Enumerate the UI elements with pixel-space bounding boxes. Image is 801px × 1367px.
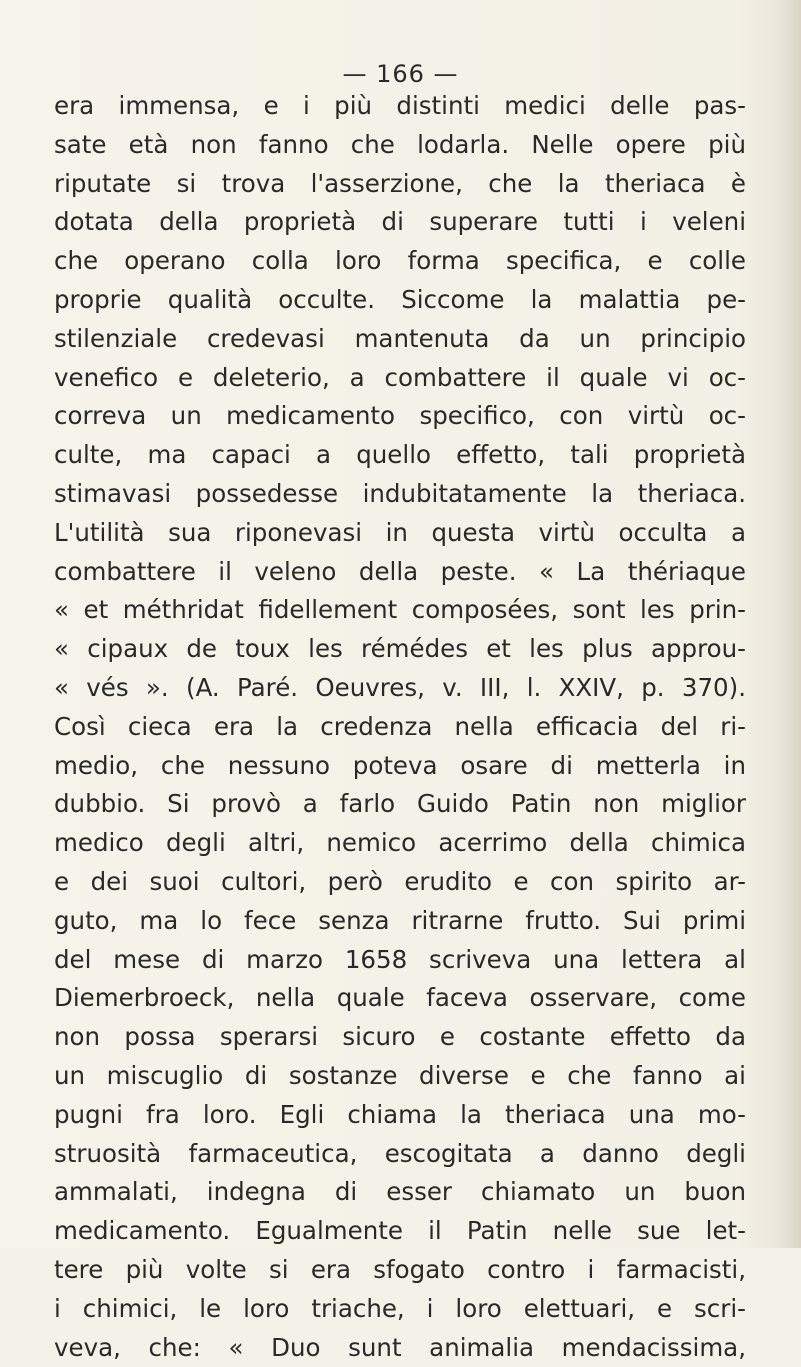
text-line: tere più volte si era sfogato contro i farmacisti, — [54, 1251, 746, 1290]
text-line: proprie qualità occulte. Siccome la malattia pe- — [54, 281, 746, 320]
text-line: riputate si trova l'asserzione, che la theriaca è — [54, 165, 746, 204]
text-line: dotata della proprietà di superare tutti i veleni — [54, 203, 746, 242]
text-line: combattere il veleno della peste. « La thériaque — [54, 553, 746, 592]
text-line: « vés ». (A. Paré. Oeuvres, v. III, l. XXIV, p. 370). — [54, 669, 746, 708]
text-line: pugni fra loro. Egli chiama la theriaca una mo- — [54, 1096, 746, 1135]
text-line: medico degli altri, nemico acerrimo della chimica — [54, 824, 746, 863]
text-line: Così cieca era la credenza nella efficacia del ri- — [54, 708, 746, 747]
text-line: Diemerbroeck, nella quale faceva osservare, come — [54, 979, 746, 1018]
text-line: guto, ma lo fece senza ritrarne frutto. Sui primi — [54, 902, 746, 941]
text-line: che operano colla loro forma specifica, e colle — [54, 242, 746, 281]
text-line: veva, che: « Duo sunt animalia mendacissima, — [54, 1329, 746, 1367]
text-line: un miscuglio di sostanze diverse e che fanno ai — [54, 1057, 746, 1096]
text-line: dubbio. Si provò a farlo Guido Patin non miglior — [54, 785, 746, 824]
text-line: sate età non fanno che lodarla. Nelle opere più — [54, 126, 746, 165]
text-line: « et méthridat fidellement composées, sont les prin- — [54, 591, 746, 630]
text-line: struosità farmaceutica, escogitata a danno degli — [54, 1135, 746, 1174]
text-line: stimavasi possedesse indubitatamente la theriaca. — [54, 475, 746, 514]
text-line: stilenziale credevasi mantenuta da un principio — [54, 320, 746, 359]
text-line: medio, che nessuno poteva osare di metterla in — [54, 747, 746, 786]
text-line: e dei suoi cultori, però erudito e con spirito ar- — [54, 863, 746, 902]
text-line: L'utilità sua riponevasi in questa virtù occulta a — [54, 514, 746, 553]
text-line: medicamento. Egualmente il Patin nelle sue let- — [54, 1212, 746, 1251]
text-line: venefico e deleterio, a combattere il quale vi oc- — [54, 359, 746, 398]
text-line: era immensa, e i più distinti medici delle pas- — [54, 87, 746, 126]
text-line: correva un medicamento specifico, con virtù oc- — [54, 397, 746, 436]
text-line: non possa sperarsi sicuro e costante effetto da — [54, 1018, 746, 1057]
body-text — [54, 87, 746, 1367]
page-number: — 166 — — [0, 60, 801, 88]
text-line: culte, ma capaci a quello effetto, tali proprietà — [54, 436, 746, 475]
text-line: « cipaux de toux les rémédes et les plus approu- — [54, 630, 746, 669]
text-line: ammalati, indegna di esser chiamato un buon — [54, 1173, 746, 1212]
text-line: i chimici, le loro triache, i loro elettuari, e scri- — [54, 1290, 746, 1329]
text-line: del mese di marzo 1658 scriveva una lettera al — [54, 941, 746, 980]
